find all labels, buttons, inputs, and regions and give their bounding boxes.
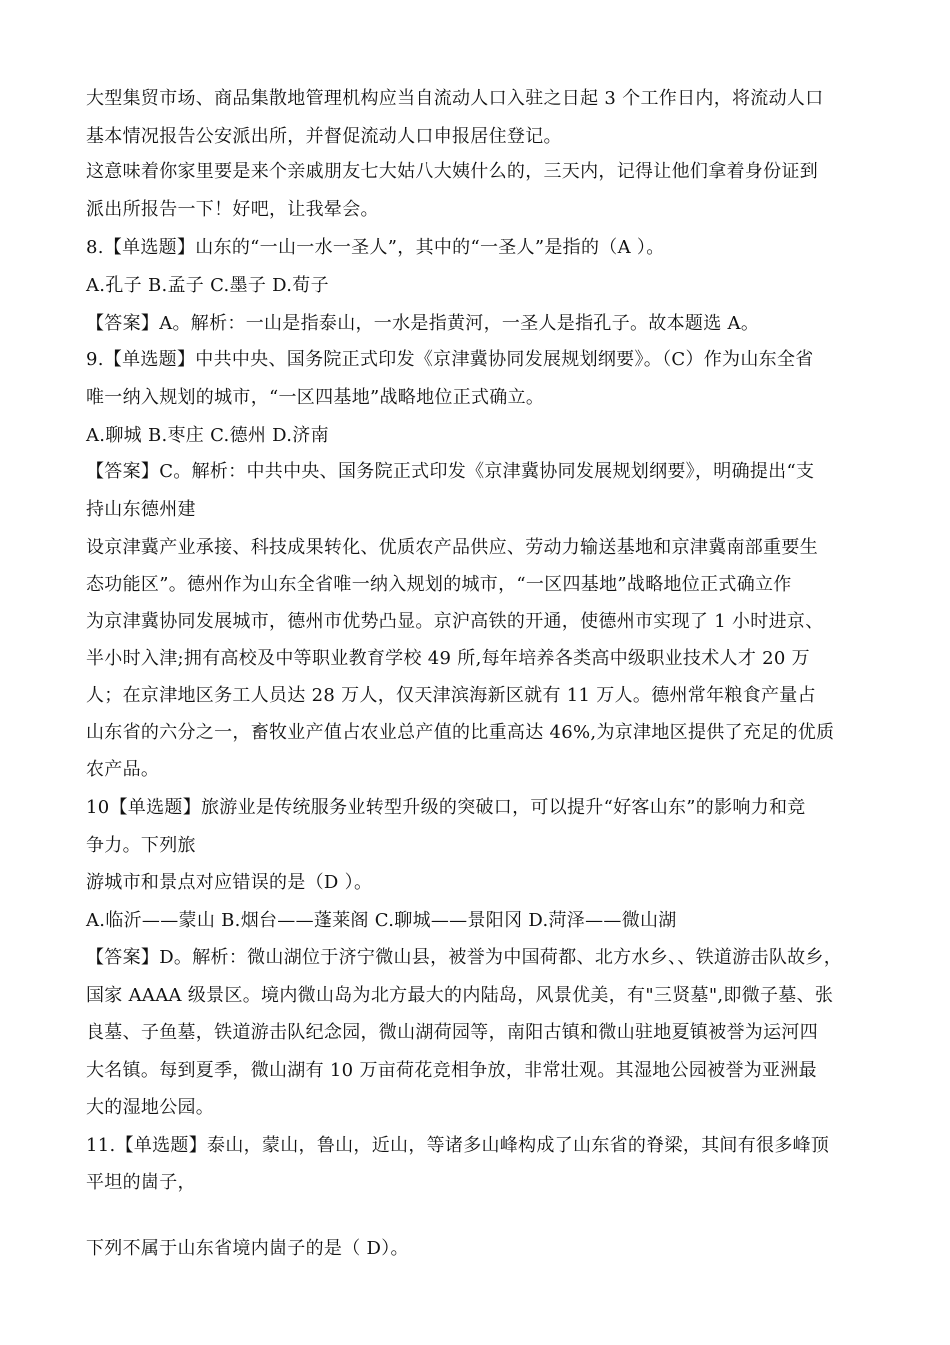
question-line: 9.【单选题】中共中央、国务院正式印发《京津冀协同发展规划纲要》。（C）作为山东全省 [86, 349, 814, 370]
options-line: A.聊城 B.枣庄 C.德州 D.济南 [86, 425, 329, 446]
text-line: 半小时入津;拥有高校及中等职业教育学校 49 所,每年培养各类高中级职业技术人才 20 万 [86, 648, 810, 669]
options-line: A.孔子 B.孟子 C.墨子 D.荀子 [86, 275, 329, 296]
text-line: 态功能区”。德州作为山东全省唯一纳入规划的城市，“一区四基地”战略地位正式确立作 [86, 574, 792, 595]
question-line: 10【单选题】旅游业是传统服务业转型升级的突破口，可以提升“好客山东”的影响力和竞 [86, 797, 806, 818]
options-line: A.临沂——蒙山 B.烟台——蓬莱阁 C.聊城——景阳冈 D.菏泽——微山湖 [86, 910, 677, 931]
text-line: 唯一纳入规划的城市，“一区四基地”战略地位正式确立。 [86, 387, 545, 408]
text-line: 人；在京津地区务工人员达 28 万人，仅天津滨海新区就有 11 万人。德州常年粮食产量占 [86, 685, 816, 706]
text-line: 这意味着你家里要是来个亲戚朋友七大姑八大姨什么的，三天内，记得让他们拿着身份证到 [86, 161, 818, 182]
text-line: 下列不属于山东省境内崮子的是（ D）。 [86, 1238, 409, 1259]
text-line: 良墓、子鱼墓，铁道游击队纪念园，微山湖荷园等，南阳古镇和微山驻地夏镇被誉为运河四 [86, 1022, 818, 1043]
answer-line: 【答案】C。解析：中共中央、国务院正式印发《京津冀协同发展规划纲要》，明确提出“支 [86, 461, 815, 482]
text-line: 派出所报告一下！好吧，让我晕会。 [86, 199, 379, 220]
text-line: 持山东德州建 [86, 499, 196, 520]
text-line: 国家 AAAA 级景区。境内微山岛为北方最大的内陆岛，风景优美，有"三贤墓",即微子墓、张 [86, 985, 834, 1006]
text-line: 为京津冀协同发展城市，德州市优势凸显。京沪高铁的开通，使德州市实现了 1 小时进京、 [86, 611, 824, 632]
text-line: 平坦的崮子， [86, 1172, 196, 1193]
text-line: 设京津冀产业承接、科技成果转化、优质农产品供应、劳动力输送基地和京津冀南部重要生 [86, 537, 818, 558]
text-line: 大名镇。每到夏季，微山湖有 10 万亩荷花竞相争放，非常壮观。其湿地公园被誉为亚洲最 [86, 1060, 817, 1081]
question-line: 8.【单选题】山东的“一山一水一圣人”，其中的“一圣人”是指的（A ）。 [86, 237, 665, 258]
text-line: 大的湿地公园。 [86, 1097, 215, 1118]
text-line: 农产品。 [86, 759, 160, 780]
question-line: 11.【单选题】泰山，蒙山，鲁山，近山，等诸多山峰构成了山东省的脊梁，其间有很多峰顶 [86, 1135, 830, 1156]
text-line: 游城市和景点对应错误的是（D ）。 [86, 872, 373, 893]
answer-line: 【答案】D。解析：微山湖位于济宁微山县，被誉为中国荷都、北方水乡、、铁道游击队故乡， [86, 947, 843, 968]
text-line: 基本情况报告公安派出所，并督促流动人口申报居住登记。 [86, 126, 562, 147]
text-line: 争力。下列旅 [86, 835, 196, 856]
answer-line: 【答案】A。解析：一山是指泰山，一水是指黄河，一圣人是指孔子。故本题选 A。 [86, 313, 760, 334]
text-line: 山东省的六分之一，畜牧业产值占农业总产值的比重高达 46%,为京津地区提供了充足的优质 [86, 722, 835, 743]
text-line: 大型集贸市场、商品集散地管理机构应当自流动人口入驻之日起 3 个工作日内，将流动人口 [86, 88, 824, 109]
